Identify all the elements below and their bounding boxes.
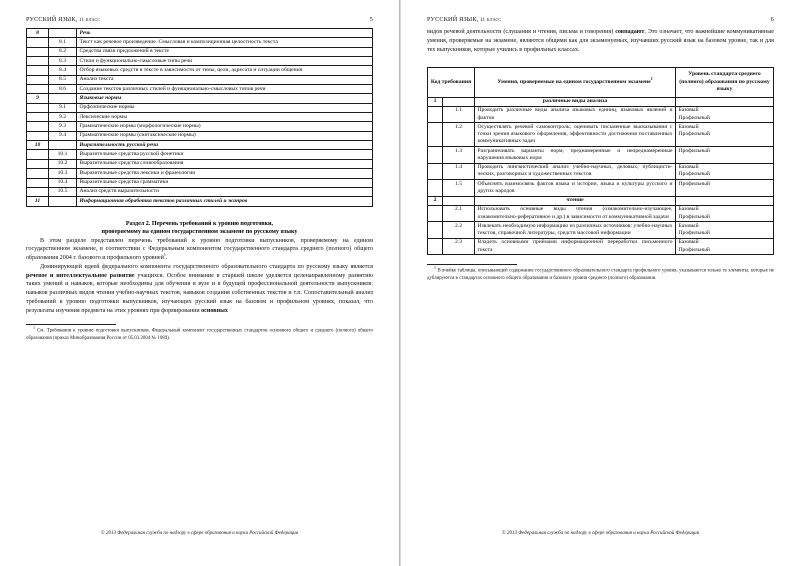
element-description: Речь — [77, 29, 373, 38]
requirement-group-number — [428, 147, 443, 164]
table-row — [428, 147, 774, 164]
footnote-separator-left — [26, 324, 116, 325]
requirement-code: 1.2 — [443, 123, 475, 147]
element-code: 8.6 — [49, 85, 77, 94]
section-2-title-line1: Раздел 2. Перечень требований к уровню подготовки, — [125, 220, 274, 227]
element-number: 11 — [27, 197, 49, 206]
requirement-level — [676, 222, 774, 239]
requirement-code: 2.3 — [443, 238, 475, 255]
paragraph-2-text-a: Доминирующей идеей федерального компонента государственного образовательного стандарта по русскому языку является — [40, 263, 373, 270]
table-row — [27, 66, 373, 75]
element-number — [27, 75, 49, 84]
level-value: Базовый — [678, 222, 699, 229]
table-row — [428, 196, 774, 205]
page-number-left: 5 — [369, 16, 373, 23]
requirement-group-number — [428, 205, 443, 222]
element-number: 8 — [27, 29, 49, 38]
level-value: Профильный — [678, 131, 710, 138]
table-row — [27, 159, 373, 168]
header-level: Уровень стандарта среднего (полного) образования по русскому языку — [676, 68, 774, 97]
requirement-skill: Использовать основные виды чтения (ознакомительно-изучающее, ознакомительно-реферативное и др.) в зависимости от коммуникативной задачи — [475, 205, 676, 222]
running-head-left — [26, 16, 373, 23]
copyright-right-text: © 2013 Федеральная служба по надзору в сфере образования и науки Российской Федерации — [501, 531, 700, 536]
requirement-code — [443, 196, 475, 205]
requirement-group-number — [428, 180, 443, 197]
table-row — [27, 57, 373, 66]
element-description: Средства связи предложений в тексте — [77, 47, 373, 56]
requirement-group-number — [428, 163, 443, 180]
element-number: 10 — [27, 141, 49, 150]
element-number — [27, 122, 49, 131]
table-row — [428, 97, 774, 106]
level-value: Профильный — [678, 147, 710, 154]
table-row — [428, 106, 774, 123]
requirement-code: 1.3 — [443, 147, 475, 164]
table-row — [27, 169, 373, 178]
element-number — [27, 131, 49, 140]
table-row — [27, 141, 373, 150]
footnote-left-text: См. Требования к уровню подготовки выпускников. Федеральный компонент государственных стандартов основного общего и среднего (полного) общего образования (приказ Минобразования России от 05.03.2004 № 1089). — [26, 329, 373, 341]
requirement-group-number — [428, 123, 443, 147]
element-number — [27, 85, 49, 94]
element-code: 9.1 — [49, 103, 77, 112]
footnote-separator-right — [427, 264, 517, 265]
requirement-level — [676, 97, 774, 106]
page-right — [400, 0, 800, 566]
table-row — [27, 29, 373, 38]
element-code — [49, 29, 77, 38]
requirement-skill: Осуществлять речевой самоконтроль; оценивать письменные высказывания с точки зрения языкового оформления, эффективности достижения поставленных коммуникативных задач — [475, 123, 676, 147]
element-description: Стили и функционально-смысловые типы речи — [77, 57, 373, 66]
requirement-level — [676, 123, 774, 147]
footnote-right — [427, 265, 774, 282]
paragraph-2-emphasis: речевое и интеллектуальное развитие — [26, 272, 135, 279]
element-description: Грамматические нормы (синтаксические нормы) — [77, 131, 373, 140]
level-value: Базовый — [678, 107, 699, 114]
table-row — [27, 38, 373, 47]
element-description: Анализ текста — [77, 75, 373, 84]
table-row — [27, 122, 373, 131]
element-number — [27, 187, 49, 196]
table-row — [27, 47, 373, 56]
section-2-title-line2: проверяемому на едином государственном экзамене по русскому языку — [101, 229, 298, 236]
running-head-right — [427, 16, 774, 23]
requirement-level — [676, 196, 774, 205]
copyright-left — [26, 531, 373, 536]
level-value: Базовый — [678, 206, 699, 213]
requirement-code: 1.4 — [443, 163, 475, 180]
requirement-level — [676, 147, 774, 164]
element-code — [49, 94, 77, 103]
intro-text-a: видов речевой деятельности (слушания и чтения, письма и говорения) — [427, 29, 616, 35]
element-number — [27, 169, 49, 178]
content-elements-table — [26, 28, 373, 207]
requirement-skill: Проводить лингвистический анализ учебно-научных, деловых, публицистических, разговорных и художественных текстов — [475, 163, 676, 180]
running-head-subject-left: РУССКИЙ ЯЗЫК, — [26, 16, 78, 23]
level-value: Базовый — [678, 123, 699, 130]
element-description: Выразительность русской речи — [77, 141, 373, 150]
element-code: 8.2 — [49, 47, 77, 56]
element-number — [27, 113, 49, 122]
element-code: 10.1 — [49, 150, 77, 159]
table-row — [428, 123, 774, 147]
requirement-code: 1.1 — [443, 106, 475, 123]
requirement-skill: Извлекать необходимую информацию из различных источников: учебно-научных текстов, справочной литературы, средств массовой информации — [475, 222, 676, 239]
requirement-level — [676, 238, 774, 255]
table-row — [27, 113, 373, 122]
table-row — [27, 85, 373, 94]
paragraph-2 — [26, 263, 373, 316]
element-code: 8.3 — [49, 57, 77, 66]
requirement-skill: Владеть основными приёмами информационной переработки письменного текста — [475, 238, 676, 255]
copyright-right — [427, 531, 774, 536]
element-description: Выразительные средства словообразования — [77, 159, 373, 168]
requirement-skill: Проводить различные виды анализа языковых единиц, языковых явлений и фактов — [475, 106, 676, 123]
requirement-group-label: различные виды анализа — [475, 97, 676, 106]
table-row — [428, 163, 774, 180]
requirement-group-label: чтение — [475, 196, 676, 205]
page-number-right: 6 — [770, 16, 774, 23]
footnote-right-text: В ячейке таблицы, описывающей содержание государственного образовательного стандарта профильного уровня, указываются только те элементы, которые не дублируются в стандартах основного общего образования и базового уровня среднего (полного) образования. — [427, 268, 774, 281]
footnote-marker-right: 1 — [434, 265, 436, 271]
element-code: 9.4 — [49, 131, 77, 140]
footnote-ref-1: 1 — [163, 252, 166, 258]
level-value: Базовый — [678, 239, 699, 246]
running-head-title-right — [427, 16, 501, 23]
requirement-group-number: 1 — [428, 97, 443, 106]
element-description: Отбор языковых средств в тексте в зависимости от темы, цели, адресата и ситуации общения — [77, 66, 373, 75]
table-header-row — [428, 68, 774, 97]
element-description: Выразительные средства лексики и фразеологии — [77, 169, 373, 178]
requirement-group-number — [428, 106, 443, 123]
element-number — [27, 57, 49, 66]
element-code — [49, 141, 77, 150]
running-head-title-left — [26, 16, 100, 23]
element-description: Создание текстов различных стилей и функционально-смысловых типов речи — [77, 85, 373, 94]
element-code: 9.2 — [49, 113, 77, 122]
element-code: 9.3 — [49, 122, 77, 131]
level-value: Профильный — [678, 213, 710, 220]
section-2-title — [26, 220, 373, 237]
paragraph-2-emphasis-end: основных — [201, 307, 228, 314]
table-row — [27, 103, 373, 112]
copyright-left-text: © 2013 Федеральная служба по надзору в сфере образования и науки Российской Федерации — [100, 531, 299, 536]
element-number: 9 — [27, 94, 49, 103]
element-code: 8.1 — [49, 38, 77, 47]
element-code: 10.4 — [49, 178, 77, 187]
table-row — [27, 150, 373, 159]
running-head-grade-right: 11 класс — [478, 17, 502, 23]
element-number — [27, 150, 49, 159]
footnote-left — [26, 325, 373, 342]
element-code — [49, 197, 77, 206]
requirement-skill: Объяснять взаимосвязь фактов языка и истории, языка и культуры русского и других народов — [475, 180, 676, 197]
requirement-code: 1.5 — [443, 180, 475, 197]
table-row — [428, 205, 774, 222]
requirements-table-head — [428, 68, 774, 97]
level-value: Профильный — [678, 114, 710, 121]
element-code: 10.3 — [49, 169, 77, 178]
intro-emphasis: совпадают — [615, 29, 645, 35]
header-code: Код требования — [428, 68, 475, 97]
requirement-skill: Разграничивать варианты норм, преднамеренные и непреднамеренные нарушения языковых норм — [475, 147, 676, 164]
intro-paragraph — [427, 28, 774, 54]
table-row — [27, 187, 373, 196]
requirement-code: 2.1 — [443, 205, 475, 222]
element-number — [27, 38, 49, 47]
element-number — [27, 47, 49, 56]
element-code: 8.4 — [49, 66, 77, 75]
element-description: Выразительные средства грамматики — [77, 178, 373, 187]
header-skills-text: Умения, проверяемые на едином государственном экзамене — [497, 78, 651, 85]
level-value: Профильный — [678, 171, 710, 178]
element-description: Грамматические нормы (морфологические нормы) — [77, 122, 373, 131]
intro-text-b: . Это означает, что важнейшие коммуникативные умения, проверяемые на экзамене, являются общими как для экзаменуемых, изучавших русский язык на базовом уровне, так и для тех выпускников, которые учились в профильных классах. — [427, 29, 774, 53]
requirement-group-number — [428, 222, 443, 239]
footnote-marker-left: 1 — [33, 325, 35, 331]
element-number — [27, 103, 49, 112]
level-value: Базовый — [678, 164, 699, 171]
requirements-table — [427, 67, 774, 255]
table-row — [428, 238, 774, 255]
element-code: 10.2 — [49, 159, 77, 168]
paragraph-1-tail: . — [165, 255, 168, 262]
table-row — [428, 222, 774, 239]
paragraph-1 — [26, 237, 373, 263]
running-head-subject-right: РУССКИЙ ЯЗЫК, — [427, 16, 479, 23]
paragraph-1-text: В этом разделе представлен перечень требований к уровню подготовки выпускников, проверяемому на едином государственном экзамене, в соответствии с Федеральным компонентом государственного стандарта среднего (полного) общего образования 2004 г. базового и профильного уровней — [26, 237, 373, 262]
element-code: 8.5 — [49, 75, 77, 84]
element-number — [27, 178, 49, 187]
requirement-level — [676, 205, 774, 222]
requirement-level — [676, 106, 774, 123]
element-description: Лексические нормы — [77, 113, 373, 122]
paragraph-2-text-b: учащихся. Особое внимание в старшей школе уделяется целенаправленному развитию таких умений и навыков, которые необходимы для обучения в вузе и в будущей профессиональной деятельности выпускников: навыков различных видов чтения учебно-научных текстов, навыков создания собственных текстов и т.п. Сопоставительный анализ требований к уровню подготовки выпускников, изучающих русский язык на базовом и профильном уровнях, показал, что результаты изучения предмета на этих уровнях при формировании — [26, 272, 374, 314]
element-number — [27, 66, 49, 75]
level-value: Профильный — [678, 246, 710, 253]
requirement-group-number: 2 — [428, 196, 443, 205]
element-description: Выразительные средства русской фонетики — [77, 150, 373, 159]
element-description: Анализ средств выразительности — [77, 187, 373, 196]
header-skills — [475, 68, 676, 97]
table-row — [27, 75, 373, 84]
table-row — [27, 131, 373, 140]
requirement-level — [676, 180, 774, 197]
element-code: 10.5 — [49, 187, 77, 196]
element-description: Информационная обработка текстов различных стилей и жанров — [77, 197, 373, 206]
level-value: Профильный — [678, 180, 710, 187]
element-description: Текст как речевое произведение. Смысловая и композиционная целостность текста — [77, 38, 373, 47]
requirement-level — [676, 163, 774, 180]
requirement-code: 2.2 — [443, 222, 475, 239]
table-row — [27, 94, 373, 103]
table-row — [27, 178, 373, 187]
element-number — [27, 159, 49, 168]
element-description: Языковые нормы — [77, 94, 373, 103]
requirement-code — [443, 97, 475, 106]
table-row — [428, 180, 774, 197]
running-head-grade-left: 11 класс — [77, 17, 101, 23]
header-skills-footnote-ref: 1 — [650, 75, 653, 81]
element-description: Орфоэпические нормы — [77, 103, 373, 112]
level-value: Профильный — [678, 230, 710, 237]
table-row — [27, 197, 373, 206]
requirement-group-number — [428, 238, 443, 255]
